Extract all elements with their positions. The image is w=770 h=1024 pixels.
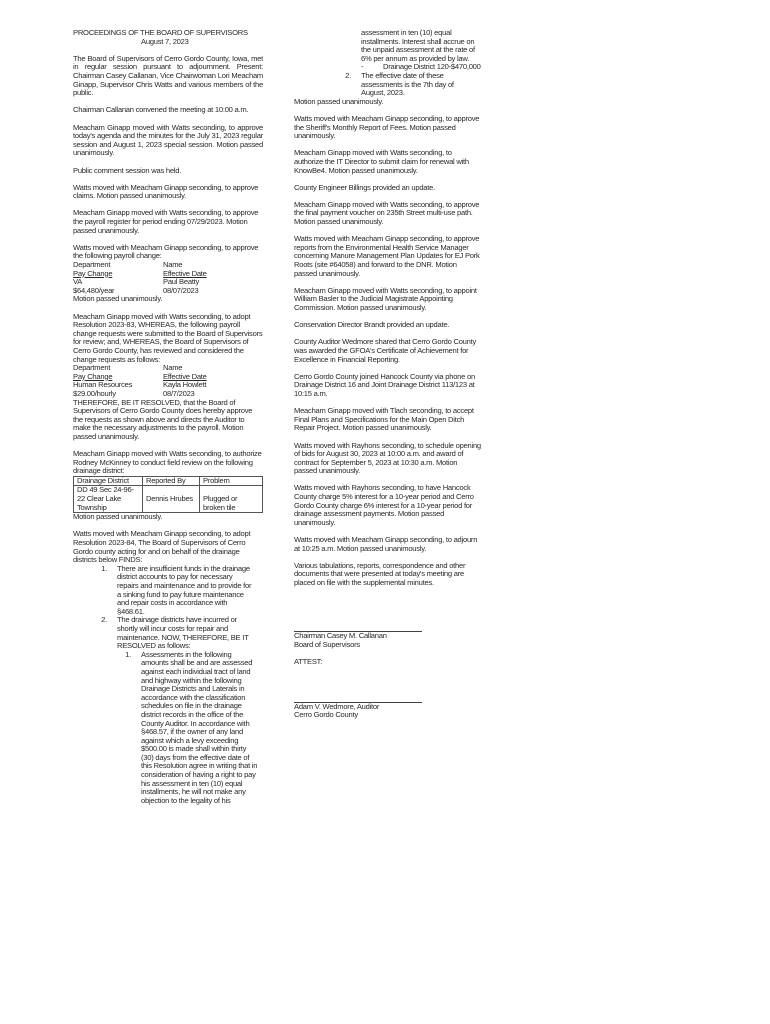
list-text: The effective date of these assessments is the 7th day of August, 2023.: [361, 70, 454, 98]
attest-label: ATTEST:: [294, 656, 323, 666]
list-item: [73, 651, 263, 806]
cell-pay: $64,480/year: [73, 285, 115, 295]
claims-paragraph: Watts moved with Meacham Ginapp seconding, to approve claims. Motion passed unanimously.: [73, 182, 259, 201]
cell-date: 08/07/2023: [163, 285, 199, 295]
magistrate-paragraph: Meacham Ginapp moved with Watts seconding, to appoint William Basler to the Judicial Magistrate Appointing Commission. Motion passed unanimously.: [294, 285, 477, 312]
table-cell: Plugged or broken tile: [200, 486, 263, 513]
document-title: PROCEEDINGS OF THE BOARD OF SUPERVISORS: [73, 28, 248, 37]
col-header: Pay Change: [73, 371, 113, 381]
sub-list-item: [117, 651, 259, 806]
cell-department: VA: [73, 277, 83, 287]
dash-marker: -: [361, 62, 364, 72]
agenda-paragraph: Meacham Ginapp moved with Watts seconding, to approve today's agenda and the minutes for the July 31, 2023 regular session and August 1, 2023 special session. Motion passed unanimously.: [73, 122, 263, 158]
intro-paragraph: The Board of Supervisors of Cerro Gordo County, Iowa, met in regular session pursuant to adjournment. Present: Chairman Casey Callanan, Vice Chairwoman Lori Meacham Ginapp, Supervisor Chris Watts and various members of the public.: [73, 53, 263, 98]
auditor-title: Cerro Gordo County: [294, 710, 358, 720]
col-header: Name: [163, 363, 183, 373]
col-header: Department: [73, 260, 111, 270]
list-text: The drainage districts have incurred or shortly will incur costs for repair and maintenance. NOW, THEREFORE, BE IT RESOLVED as follows:: [117, 615, 249, 651]
col-header: Pay Change: [73, 268, 113, 278]
table-cell: DD 49 Sec 24-96-22 Clear Lake Township: [74, 486, 143, 513]
resolution-83-therefore: THEREFORE, BE IT RESOLVED, that the Board of Supervisors of Cerro Gordo County does hereby approve the requests as shown above and directs the Auditor to make the necessary adjustments to the payroll. Motion passed unanimously.: [73, 397, 253, 441]
list-item: [73, 565, 263, 617]
resolution-84-intro: Watts moved with Meacham Ginapp seconding, to adopt Resolution 2023-84, The Board of Supervisors of Cerro Gordo county acting for and on behalf of the drainage districts below FINDS:: [73, 529, 251, 565]
chair-name: Chairman Casey M. Callanan: [294, 631, 387, 641]
col-header: Effective Date: [163, 371, 207, 381]
left-column: [73, 29, 263, 805]
assessment-text: Drainage District 120-$470,000: [383, 62, 481, 72]
list-text: There are insufficient funds in the drainage district accounts to pay for necessary repairs and maintenance and to provide for a sinking fund to pay future maintenance and repair costs in accordance with §468.61.: [117, 563, 252, 616]
cell-name: Paul Beatty: [163, 277, 200, 287]
table-header: Reported By: [143, 476, 200, 486]
assessment-continuation: assessment in ten (10) equal installments. Interest shall accrue on the unpaid assessment at the rate of 6% per annum as provided by law.: [361, 28, 475, 63]
table-header: Problem: [200, 476, 263, 486]
col-header: Name: [163, 260, 183, 270]
county-engineer-paragraph: County Engineer Billings provided an update.: [294, 182, 435, 192]
list-number: 1.: [101, 563, 107, 573]
payroll-change-table-1: [73, 261, 263, 295]
payroll-register-paragraph: Meacham Ginapp moved with Watts seconding, to approve the payroll register for period ending 07/29/2023. Motion passed unanimously.: [73, 208, 259, 235]
conservation-paragraph: Conservation Director Brandt provided an update.: [294, 320, 450, 330]
convened-paragraph: Chairman Callanan convened the meeting at 10:00 a.m.: [73, 105, 249, 115]
table-header: Drainage District: [74, 476, 143, 486]
findings-list: [73, 565, 263, 806]
list-number: 1.: [125, 649, 131, 659]
list-text: Assessments in the following amounts shall be and are assessed against each individual tract of land and highway within the following Drainage Districts and Laterals in accordance with the classification schedules on file in the drainage district records in the office of the County Auditor. In accordance with §468.57, if the owner of any land against which a levy exceeding $500.00 is made shall within thirty (30) days from the effective date of this Resolution agree in writing that in consideration of having a right to pay his assessment in ten (10) equal installments, he will not make any objection to the legality of his: [141, 649, 258, 805]
it-director-paragraph: Meacham Ginapp moved with Watts seconding, to authorize the IT Director to submit claim for renewal with KnowBe4. Motion passed unanimously.: [294, 148, 469, 175]
list-item: [73, 616, 263, 650]
motion-passed: Motion passed unanimously.: [73, 294, 163, 304]
drainage-district-table: [73, 476, 263, 513]
field-review-paragraph: Meacham Ginapp moved with Watts seconding, to authorize Rodney McKinney to conduct field review on the following drainage district:: [73, 449, 262, 476]
public-comment-paragraph: Public comment session was held.: [73, 165, 182, 175]
right-column: [294, 29, 481, 720]
col-header: Effective Date: [163, 268, 207, 278]
resolution-83-intro: Meacham Ginapp moved with Watts seconding, to adopt Resolution 2023-83, WHEREAS, the following payroll change requests were submitted to the Board of Supervisors for review; and, WHEREAS, the Board of Supervisors of Cerro Gordo County, has reviewed and considered the change requests as follows:: [73, 311, 263, 364]
list-number: 2.: [345, 70, 351, 80]
payroll-change-intro: Watts moved with Meacham Ginapp seconding, to approve the following payroll change:: [73, 242, 259, 261]
cell-department: Human Resources: [73, 380, 133, 390]
payroll-change-table-2: [73, 364, 263, 398]
auditor-name: Adam V. Wedmore, Auditor: [294, 701, 380, 711]
table-cell: Dennis Hrubes: [143, 486, 200, 513]
cell-date: 08/7/2023: [163, 388, 195, 398]
motion-passed: Motion passed unanimously.: [294, 96, 384, 106]
motion-passed: Motion passed unanimously.: [73, 512, 163, 522]
col-header: Department: [73, 363, 111, 373]
cell-pay: $29.00/hourly: [73, 388, 116, 398]
final-plans-paragraph: Meacham Ginapp moved with Tlach seconding, to accept Final Plans and Specifications for the Main Open Ditch Repair Project. Motion passed unanimously.: [294, 406, 474, 433]
hancock-phone-paragraph: Cerro Gordo County joined Hancock County via phone on Drainage District 16 and Joint Drainage District 113/123 at 10:15 a.m.: [294, 371, 475, 398]
tabulations-paragraph: Various tabulations, reports, correspondence and other documents that were presented at today's meeting are placed on file with the supplemental minutes.: [294, 560, 466, 587]
document-date: August 7, 2023: [141, 36, 189, 46]
auditor-gfoa-paragraph: County Auditor Wedmore shared that Cerro Gordo County was awarded the GFOA's Certificate of Achievement for Excellence in Financial Reporting.: [294, 337, 477, 364]
adjourn-paragraph: Watts moved with Meacham Ginapp seconding, to adjourn at 10:25 a.m. Motion passed unanimously.: [294, 535, 478, 553]
list-item: [317, 72, 481, 98]
bids-paragraph: Watts moved with Rayhons seconding, to schedule opening of bids for August 30, 2023 at 10:00 a.m. and award of contract for September 5, 2023 at 10:30 a.m. Motion passed unanimously.: [294, 440, 481, 476]
interest-paragraph: Watts moved with Rayhons seconding, to have Hancock County charge 5% interest for a 10-year period and Cerro Gordo County charge 6% interest for a 10-year period for drainage assessment payments. Motion passed unanimously.: [294, 483, 474, 527]
sheriff-paragraph: Watts moved with Meacham Ginapp seconding, to approve the Sheriff's Monthly Report of Fees. Motion passed unanimously.: [294, 113, 480, 141]
cell-name: Kayla Howlett: [163, 380, 207, 390]
list-number: 2.: [101, 615, 107, 625]
environmental-paragraph: Watts moved with Meacham Ginapp seconding, to approve reports from the Environmental Health Service Manager concerning Manure Management Plan Updates for EJ Pork Roots (site #64058) and forward to the DNR. Motion passed unanimously.: [294, 234, 480, 278]
final-payment-paragraph: Meacham Ginapp moved with Watts seconding, to approve the final payment voucher on 235th Street multi-use path. Motion passed unanimously.: [294, 199, 480, 227]
chair-title: Board of Supervisors: [294, 639, 360, 649]
